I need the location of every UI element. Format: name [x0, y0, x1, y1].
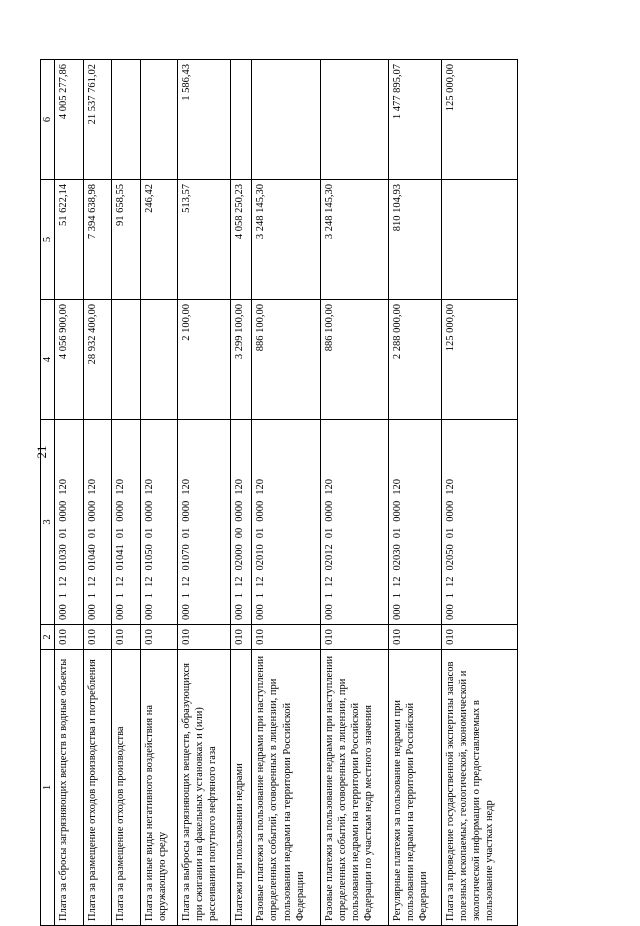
budget-code-part: 120	[323, 479, 335, 495]
budget-code-part: 01041	[115, 544, 127, 571]
budget-code-part: 02030	[392, 544, 404, 571]
approved-amount-cell: 28 932 400,00	[83, 300, 112, 420]
table-row	[252, 60, 320, 926]
executed-amount-cell: 246,42	[140, 180, 177, 300]
budget-code-part: 0000	[143, 500, 155, 522]
row-code-cell: 010	[320, 625, 388, 650]
budget-code-part: 02050	[444, 544, 456, 571]
table-row	[55, 60, 84, 926]
budget-code-part: 1	[115, 593, 127, 599]
revenue-name-cell: Плата за размещение отходов производства и потребления	[83, 650, 112, 926]
table-row	[140, 60, 177, 926]
revenue-name-cell: Плата за размещение отходов производства	[112, 650, 141, 926]
budget-code-part: 12	[444, 576, 456, 587]
budget-code-part: 02000	[233, 544, 245, 571]
budget-code-part: 1	[255, 593, 267, 599]
budget-code-cell	[177, 420, 230, 625]
revenue-name-cell: Плата за выбросы загрязняющих веществ, образующихся при сжигании на факельных установках и (или) рассеивании попутного нефтяного газа	[177, 650, 230, 926]
unexecuted-amount-cell: 1 586,43	[177, 60, 230, 180]
budget-code-part: 120	[444, 479, 456, 495]
budget-code-part: 01	[143, 527, 155, 539]
column-number: 4	[41, 300, 55, 420]
unexecuted-amount-cell	[112, 60, 141, 180]
budget-code-part: 02012	[323, 544, 335, 571]
row-code-cell: 010	[177, 625, 230, 650]
budget-code-part: 01	[86, 527, 98, 539]
column-number: 5	[41, 180, 55, 300]
unexecuted-amount-cell	[320, 60, 388, 180]
executed-amount-cell: 91 658,55	[112, 180, 141, 300]
budget-code-part: 120	[58, 479, 70, 495]
budget-code-part: 1	[323, 593, 335, 599]
budget-code-part: 12	[392, 576, 404, 587]
budget-code-part: 00	[233, 527, 245, 539]
budget-code-part: 120	[233, 479, 245, 495]
budget-code-part: 01030	[58, 544, 70, 571]
budget-code-part: 000	[233, 604, 245, 620]
page-number: 21	[34, 445, 49, 459]
budget-code-part: 000	[323, 604, 335, 620]
table-row	[230, 60, 252, 926]
row-code-cell: 010	[83, 625, 112, 650]
budget-code-part: 12	[58, 576, 70, 587]
revenue-name-cell: Платежи при пользовании недрами	[230, 650, 252, 926]
table-row	[177, 60, 230, 926]
budget-code-part: 120	[143, 479, 155, 495]
budget-code-part: 01	[58, 527, 70, 539]
approved-amount-cell: 2 288 000,00	[389, 300, 442, 420]
executed-amount-cell: 3 248 145,30	[320, 180, 388, 300]
table-row	[320, 60, 388, 926]
budget-code-cell	[389, 420, 442, 625]
row-code-cell: 010	[441, 625, 517, 650]
budget-code-cell	[441, 420, 517, 625]
budget-code-part: 0000	[115, 500, 127, 522]
budget-code-part: 1	[143, 593, 155, 599]
budget-code-part: 120	[392, 479, 404, 495]
budget-code-part: 000	[255, 604, 267, 620]
budget-code-part: 000	[180, 604, 192, 620]
budget-code-part: 0000	[323, 500, 335, 522]
budget-code-part: 000	[143, 604, 155, 620]
budget-code-part: 1	[58, 593, 70, 599]
revenue-name-cell: Плата за иные виды негативного воздействия на окружающую среду	[140, 650, 177, 926]
unexecuted-amount-cell: 125 000,00	[441, 60, 517, 180]
budget-code-part: 0000	[255, 500, 267, 522]
budget-code-part: 01	[323, 527, 335, 539]
table-body	[55, 60, 518, 926]
row-code-cell: 010	[230, 625, 252, 650]
column-number-row	[41, 60, 55, 926]
approved-amount-cell: 886 100,00	[252, 300, 320, 420]
approved-amount-cell: 2 100,00	[177, 300, 230, 420]
budget-code-part: 12	[86, 576, 98, 587]
budget-code-cell	[320, 420, 388, 625]
executed-amount-cell: 4 058 250,23	[230, 180, 252, 300]
unexecuted-amount-cell	[252, 60, 320, 180]
budget-code-part: 1	[233, 593, 245, 599]
row-code-cell: 010	[112, 625, 141, 650]
executed-amount-cell: 3 248 145,30	[252, 180, 320, 300]
budget-code-part: 12	[143, 576, 155, 587]
table-row	[112, 60, 141, 926]
budget-code-cell	[140, 420, 177, 625]
budget-code-part: 12	[233, 576, 245, 587]
revenue-name-cell: Разовые платежи за пользование недрами при наступлении определенных событий, оговоренных в лицензии, при пользовании недрами на территории Российской Федерации	[252, 650, 320, 926]
budget-code-part: 01	[392, 527, 404, 539]
budget-code-part: 01	[444, 527, 456, 539]
rotated-sheet	[40, 60, 518, 926]
budget-code-part: 0000	[233, 500, 245, 522]
budget-code-part: 0000	[86, 500, 98, 522]
row-code-cell: 010	[389, 625, 442, 650]
table-row	[389, 60, 442, 926]
unexecuted-amount-cell: 4 005 277,86	[55, 60, 84, 180]
budget-code-part: 12	[255, 576, 267, 587]
approved-amount-cell	[112, 300, 141, 420]
budget-code-part: 01050	[143, 544, 155, 571]
budget-code-cell	[252, 420, 320, 625]
budget-code-part: 1	[392, 593, 404, 599]
row-code-cell: 010	[252, 625, 320, 650]
table-row	[83, 60, 112, 926]
unexecuted-amount-cell: 1 477 895,07	[389, 60, 442, 180]
revenue-name-cell: Плата за сбросы загрязняющих веществ в водные объекты	[55, 650, 84, 926]
budget-code-part: 01	[255, 527, 267, 539]
approved-amount-cell	[140, 300, 177, 420]
unexecuted-amount-cell	[230, 60, 252, 180]
budget-code-part: 0000	[444, 500, 456, 522]
budget-code-part: 1	[86, 593, 98, 599]
approved-amount-cell: 125 000,00	[441, 300, 517, 420]
budget-code-part: 01070	[180, 544, 192, 571]
table-row	[441, 60, 517, 926]
budget-code-part: 01040	[86, 544, 98, 571]
column-number: 2	[41, 625, 55, 650]
budget-code-part: 01	[115, 527, 127, 539]
budget-code-part: 000	[444, 604, 456, 620]
column-number: 1	[41, 650, 55, 926]
budget-code-cell	[83, 420, 112, 625]
budget-code-part: 12	[180, 576, 192, 587]
budget-code-part: 120	[255, 479, 267, 495]
budget-code-part: 12	[115, 576, 127, 587]
row-code-cell: 010	[140, 625, 177, 650]
budget-code-cell	[230, 420, 252, 625]
revenue-name-cell: Плата за проведение государственной экспертизы запасов полезных ископаемых, геологической, экономической и экологической информации о предоставляемых в пользование участках недр	[441, 650, 517, 926]
executed-amount-cell: 51 622,14	[55, 180, 84, 300]
approved-amount-cell: 886 100,00	[320, 300, 388, 420]
column-number: 3	[41, 420, 55, 625]
budget-code-cell	[55, 420, 84, 625]
revenue-table	[40, 59, 518, 926]
budget-code-part: 120	[115, 479, 127, 495]
budget-code-part: 01	[180, 527, 192, 539]
approved-amount-cell: 4 056 900,00	[55, 300, 84, 420]
budget-code-part: 120	[180, 479, 192, 495]
executed-amount-cell: 7 394 638,98	[83, 180, 112, 300]
executed-amount-cell: 513,57	[177, 180, 230, 300]
unexecuted-amount-cell	[140, 60, 177, 180]
budget-code-part: 1	[444, 593, 456, 599]
executed-amount-cell: 810 104,93	[389, 180, 442, 300]
revenue-name-cell: Разовые платежи за пользование недрами при наступлении определенных событий, оговоренных в лицензии, при пользовании недрами на территории Российской Федерации по участкам недр местного значения	[320, 650, 388, 926]
executed-amount-cell	[441, 180, 517, 300]
unexecuted-amount-cell: 21 537 761,02	[83, 60, 112, 180]
budget-code-part: 0000	[58, 500, 70, 522]
revenue-name-cell: Регулярные платежи за пользование недрами при пользовании недрами на территории Российской Федерации	[389, 650, 442, 926]
budget-code-cell	[112, 420, 141, 625]
budget-code-part: 000	[115, 604, 127, 620]
budget-code-part: 12	[323, 576, 335, 587]
row-code-cell: 010	[55, 625, 84, 650]
budget-code-part: 0000	[392, 500, 404, 522]
column-number: 6	[41, 60, 55, 180]
budget-code-part: 0000	[180, 500, 192, 522]
budget-code-part: 000	[392, 604, 404, 620]
budget-code-part: 000	[58, 604, 70, 620]
budget-code-part: 000	[86, 604, 98, 620]
budget-code-part: 1	[180, 593, 192, 599]
approved-amount-cell: 3 299 100,00	[230, 300, 252, 420]
budget-code-part: 02010	[255, 544, 267, 571]
budget-code-part: 120	[86, 479, 98, 495]
